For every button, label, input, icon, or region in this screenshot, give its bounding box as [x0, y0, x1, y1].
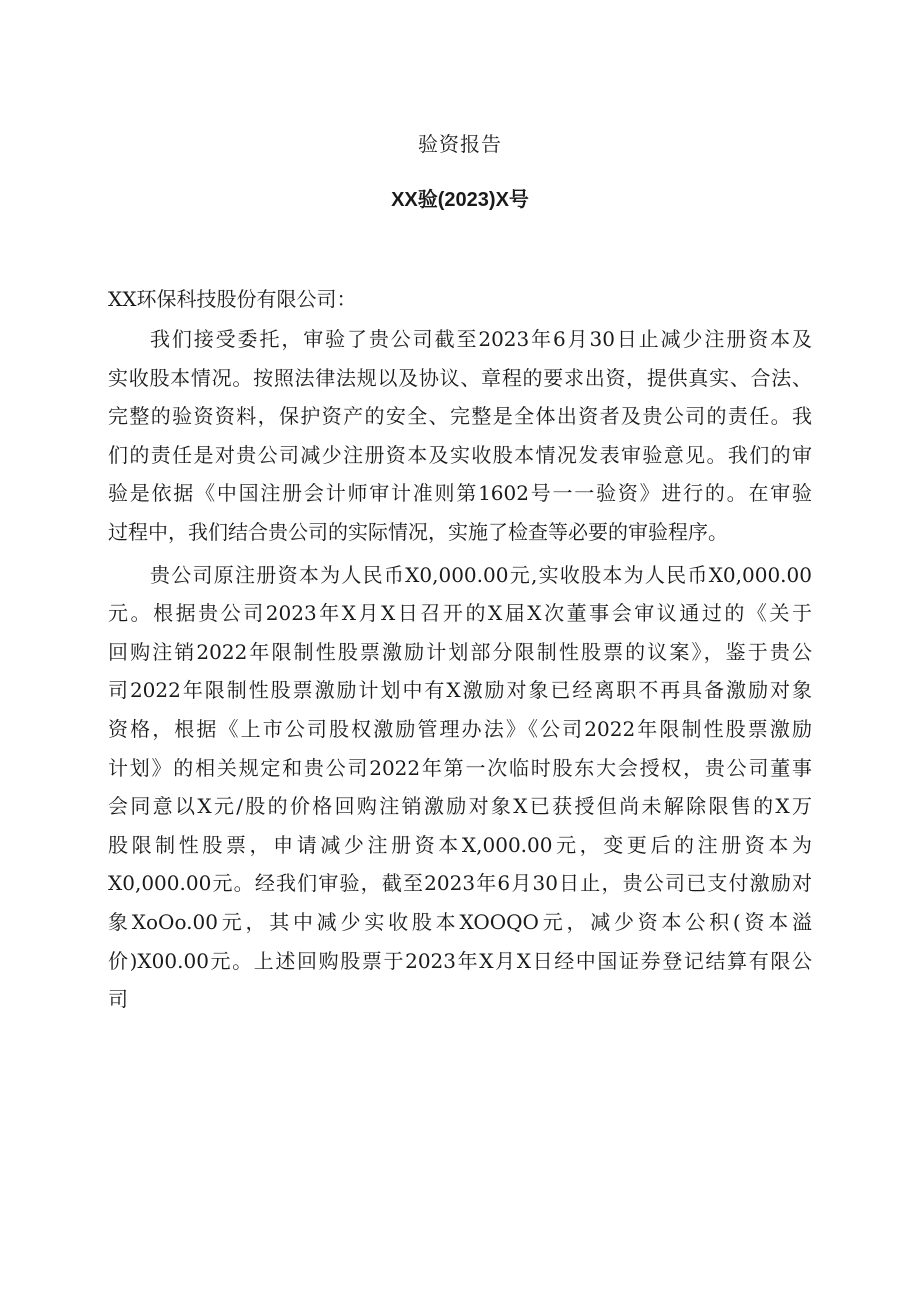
text-line: 回购注销2022年限制性股票激励计划部分限制性股票的议案》，鉴于贵公 — [108, 639, 812, 664]
document-number: XX验(2023)X号 — [391, 189, 529, 211]
text-line: 司 — [108, 987, 128, 1012]
text-line: 元。根据贵公司2023年X月X日召开的X届X次董事会审议通过的《关于 — [108, 601, 812, 626]
text-line: 司2022年限制性股票激励计划中有X激励对象已经离职不再具备激励对象 — [108, 678, 812, 703]
text-line: 过程中，我们结合贵公司的实际情况，实施了检查等必要的审验程序。 — [108, 519, 728, 544]
text-line: X0,000.00元。经我们审验，截至2023年6月30日止，贵公司已支付激励对 — [108, 871, 812, 896]
text-line: 象XoOo.00元，其中减少实收股本XOOQO元，减少资本公积(资本溢 — [108, 909, 812, 934]
text-line: 验是依据《中国注册会计师审计准则第1602号一一验资》进行的。在审验 — [108, 481, 812, 506]
addressee: XX环保科技股份有限公司： — [108, 287, 357, 311]
paragraph-1 — [108, 320, 812, 552]
text-line: 贵公司原注册资本为人民币X0,000.00元,实收股本为人民币X0,000.00 — [150, 562, 812, 587]
text-line: 股限制性股票，申请减少注册资本X,000.00元，变更后的注册资本为 — [108, 832, 812, 857]
report-body — [108, 320, 812, 1019]
text-line: 资格，根据《上市公司股权激励管理办法》《公司2022年限制性股票激励 — [108, 716, 812, 741]
text-line: 完整的验资资料，保护资产的安全、完整是全体出资者及贵公司的责任。我 — [108, 404, 812, 429]
text-line: 价)X00.00元。上述回购股票于2023年X月X日经中国证券登记结算有限公 — [108, 948, 812, 973]
text-line: 们的责任是对贵公司减少注册资本及实收股本情况发表审验意见。我们的审 — [108, 442, 812, 467]
text-line: 我们接受委托，审验了贵公司截至2023年6月30日止减少注册资本及 — [150, 327, 812, 351]
text-line: 会同意以X元/股的价格回购注销激励对象X已获授但尚未解除限售的X万 — [108, 794, 812, 819]
paragraph-2 — [108, 556, 812, 1019]
text-line: 计划》的相关规定和贵公司2022年第一次临时股东大会授权，贵公司董事 — [108, 755, 812, 780]
text-line: 实收股本情况。按照法律法规以及协议、章程的要求出资，提供真实、合法、 — [108, 365, 812, 390]
report-title: 验资报告 — [418, 132, 502, 156]
